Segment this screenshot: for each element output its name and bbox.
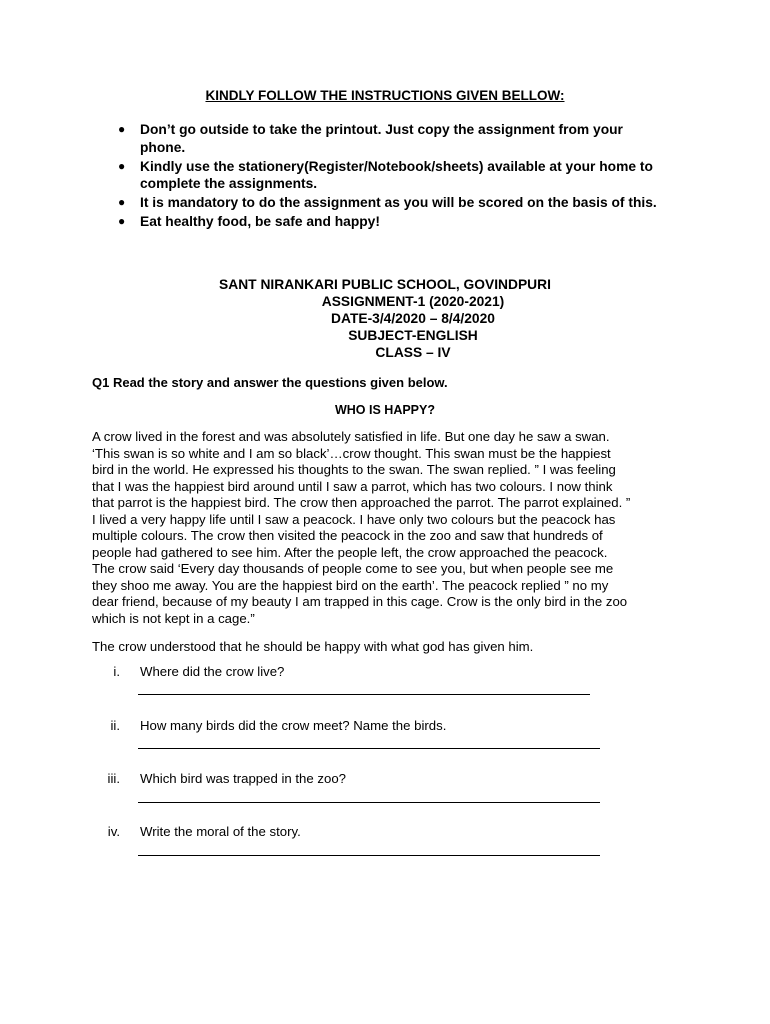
date-range: DATE-3/4/2020 – 8/4/2020	[331, 311, 495, 326]
answer-line	[138, 694, 590, 695]
answer-line	[138, 748, 600, 749]
instruction-text: Kindly use the stationery(Register/Notebook/sheets) available at your home to complete the assignments.	[140, 158, 653, 191]
story-line: which is not kept in a cage.”	[92, 610, 255, 626]
story-line: that parrot is the happiest bird. The crow then approached the parrot. The parrot explained. ”	[92, 495, 631, 510]
instruction-item	[118, 213, 670, 231]
question-number: iv.	[107, 824, 120, 839]
question-number: iii.	[107, 771, 120, 786]
subject-label: SUBJECT-ENGLISH	[348, 328, 478, 343]
bullet-icon: ●	[118, 158, 126, 173]
question-text: Write the moral of the story.	[140, 824, 301, 839]
story-line: The crow said ‘Every day thousands of people come to see you, but when people see me	[92, 561, 614, 576]
story-line: that I was the happiest bird around until I saw a parrot, which has two colours. I now think	[92, 478, 613, 494]
bullet-icon: ●	[118, 122, 126, 136]
story-line: bird in the world. He expressed his thoughts to the swan. The swan replied. ” I was feeling	[92, 462, 616, 477]
story-conclusion: The crow understood that he should be happy with what god has given him.	[92, 639, 534, 654]
instruction-item	[118, 121, 670, 156]
story-line: dear friend, because of my beauty I am trapped in this cage. Crow is the only bird in the zoo	[92, 594, 628, 609]
question-one-prompt: Q1 Read the story and answer the questions given below.	[92, 375, 448, 390]
instruction-text: It is mandatory to do the assignment as you will be scored on the basis of this.	[140, 195, 657, 210]
instruction-text: Don’t go outside to take the printout. Just copy the assignment from your phone.	[140, 122, 623, 155]
story-line: A crow lived in the forest and was absolutely satisfied in life. But one day he saw a swan.	[92, 429, 610, 444]
question-text: Which bird was trapped in the zoo?	[140, 771, 346, 786]
instructions-list	[118, 121, 670, 232]
bullet-icon: ●	[118, 195, 126, 209]
story-line: they shoo me away. You are the happiest bird on the earth’. The peacock replied ” no my	[92, 577, 609, 593]
instruction-text: Eat healthy food, be safe and happy!	[140, 214, 380, 229]
story-line: people had gathered to see him. After the people left, the crow approached the peacock.	[92, 544, 608, 560]
question-number: ii.	[110, 718, 120, 733]
answer-line	[138, 855, 600, 856]
instructions-heading: KINDLY FOLLOW THE INSTRUCTIONS GIVEN BELLOW:	[205, 88, 565, 103]
story-line: ‘This swan is so white and I am so black’…crow thought. This swan must be the happiest	[92, 445, 611, 461]
story-line: multiple colours. The crow then visited the peacock in the zoo and saw that hundreds of	[92, 528, 603, 543]
school-name: SANT NIRANKARI PUBLIC SCHOOL, GOVINDPURI	[219, 277, 551, 292]
answer-line	[138, 802, 600, 803]
story-text	[92, 429, 682, 627]
question-text: How many birds did the crow meet? Name the birds.	[140, 718, 447, 733]
question-number: i.	[113, 664, 120, 679]
bullet-icon: ●	[118, 214, 126, 228]
assignment-label: ASSIGNMENT-1 (2020-2021)	[321, 294, 505, 309]
instruction-item	[118, 194, 670, 212]
question-text: Where did the crow live?	[140, 664, 285, 679]
story-title: WHO IS HAPPY?	[334, 403, 435, 417]
class-label: CLASS – IV	[375, 345, 451, 360]
story-line: I lived a very happy life until I saw a peacock. I have only two colours but the peacock has	[92, 511, 616, 527]
school-header	[0, 276, 770, 361]
instruction-item	[118, 158, 670, 193]
